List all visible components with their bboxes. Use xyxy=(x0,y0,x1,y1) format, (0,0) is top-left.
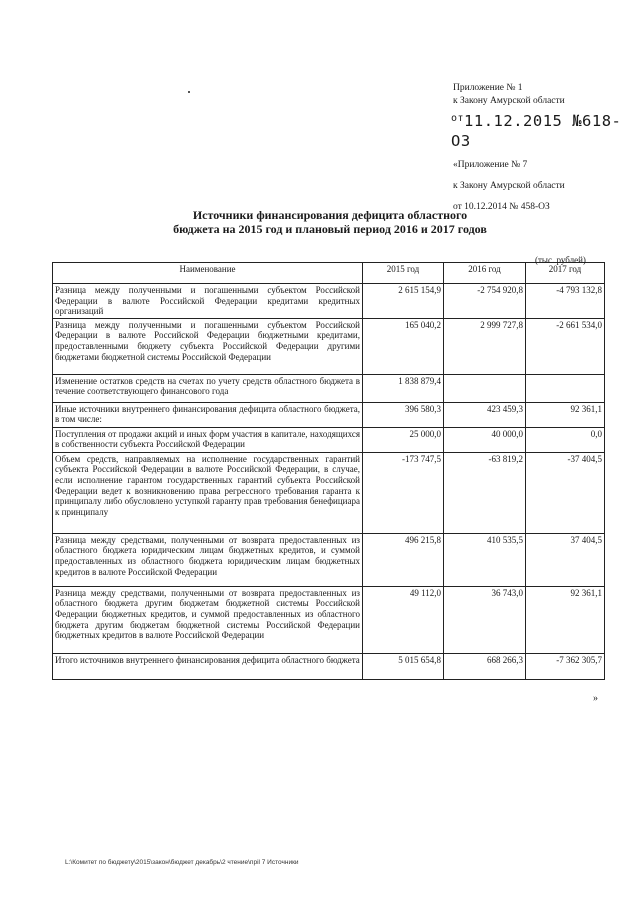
row-2016: 668 266,3 xyxy=(444,653,526,679)
row-2015: 496 215,8 xyxy=(363,533,444,586)
appendix-law-reference: к Закону Амурской области xyxy=(453,96,565,106)
title-line-1: Источники финансирования дефицита областного xyxy=(192,208,468,222)
row-2016: -2 754 920,8 xyxy=(444,284,526,319)
row-2015: 396 580,3 xyxy=(363,402,444,427)
row-2017: 37 404,5 xyxy=(526,533,605,586)
table-row xyxy=(53,452,605,533)
row-2015: 2 615 154,9 xyxy=(363,284,444,319)
row-2016: 2 999 727,8 xyxy=(444,318,526,374)
original-law-reference: к Закону Амурской области xyxy=(453,181,565,191)
row-2015: 1 838 879,4 xyxy=(363,374,444,402)
header-2017: 2017 год xyxy=(526,263,605,284)
row-2017: 0,0 xyxy=(526,427,605,452)
table-header-row xyxy=(53,263,605,284)
financing-sources-table xyxy=(52,262,605,680)
row-2016: -63 819,2 xyxy=(444,452,526,533)
row-2017: -4 793 132,8 xyxy=(526,284,605,319)
table-row xyxy=(53,318,605,374)
header-2015: 2015 год xyxy=(363,263,444,284)
row-name: Изменение остатков средств на счетах по учету средств областного бюджета в течение соответствующего финансового года xyxy=(53,374,363,402)
row-name: Разница между полученными и погашенными субъектом Российской Федерации в валюте Российской Федерации кредитами кредитных организаций xyxy=(53,284,363,319)
row-2015: 5 015 654,8 xyxy=(363,653,444,679)
row-name: Итого источников внутреннего финансирования дефицита областного бюджета xyxy=(53,653,363,679)
table-row xyxy=(53,374,605,402)
row-2016: 40 000,0 xyxy=(444,427,526,452)
table-row xyxy=(53,586,605,653)
row-2016: 423 459,3 xyxy=(444,402,526,427)
table-row-total xyxy=(53,653,605,679)
row-name: Поступления от продажи акций и иных форм участия в капитале, находящихся в собственности субъекта Российской Федерации xyxy=(53,427,363,452)
row-2017: 92 361,1 xyxy=(526,586,605,653)
table-row xyxy=(53,402,605,427)
header-name: Наименование xyxy=(53,263,363,284)
table-row xyxy=(53,284,605,319)
row-2016 xyxy=(444,374,526,402)
row-2017: 92 361,1 xyxy=(526,402,605,427)
row-2016: 410 535,5 xyxy=(444,533,526,586)
stamp-prefix: от xyxy=(451,113,465,124)
row-2017 xyxy=(526,374,605,402)
stamp-text: 11.12.2015 №618-ОЗ xyxy=(451,112,622,150)
row-2015: 25 000,0 xyxy=(363,427,444,452)
row-2015: 165 040,2 xyxy=(363,318,444,374)
row-2017: -7 362 305,7 xyxy=(526,653,605,679)
file-path-footer: L:\Комитет по бюджету\2015\закон\бюджет декабрь\2 чтение\прil 7 Источники xyxy=(65,859,299,866)
row-name: Разница между средствами, полученными от возврата предоставленных из областного бюджета юридическим лицам бюджетных кредитов, и суммой предоставленных из областного бюджета юридическим лицам бюджетных кредитов в валюте Российской Федерации xyxy=(53,533,363,586)
closing-quote: » xyxy=(593,693,598,704)
row-2015: -173 747,5 xyxy=(363,452,444,533)
document-title xyxy=(120,208,540,236)
row-name: Разница между средствами, полученными от возврата предоставленных из областного бюджета другим бюджетам бюджетной системы Российской Федерации бюджетных кредитов, и суммой предоставленных из областного бюджета другим бюджетам бюджетной системы Российской Федерации бюджетных кредитов в валюте Российской Федерации xyxy=(53,586,363,653)
row-name: Разница между полученными и погашенными субъектом Российской Федерации в валюте Российской Федерации бюджетными кредитами, предоставленными бюджету субъекта Российской Федерации другими бюджетами бюджетной системы Российской Федерации xyxy=(53,318,363,374)
table-row xyxy=(53,427,605,452)
original-law-date: от 10.12.2014 № 458-ОЗ xyxy=(453,202,550,212)
row-2015: 49 112,0 xyxy=(363,586,444,653)
appendix-date-stamp xyxy=(451,109,640,151)
row-2016: 36 743,0 xyxy=(444,586,526,653)
appendix-block xyxy=(453,82,640,214)
header-2016: 2016 год xyxy=(444,263,526,284)
units-label: (тыс. рублей) xyxy=(535,255,586,265)
scan-speck xyxy=(188,91,190,93)
table-row xyxy=(53,533,605,586)
row-2017: -2 661 534,0 xyxy=(526,318,605,374)
row-name: Иные источники внутреннего финансирования дефицита областного бюджета, в том числе: xyxy=(53,402,363,427)
title-line-2: бюджета на 2015 год и плановый период 2016 и 2017 годов xyxy=(173,222,487,236)
row-2017: -37 404,5 xyxy=(526,452,605,533)
original-appendix-number: «Приложение № 7 xyxy=(453,160,528,170)
appendix-number: Приложение № 1 xyxy=(453,83,523,93)
row-name: Объем средств, направляемых на исполнение государственных гарантий субъекта Российской Федерации в валюте Российской Федерации, в случае, если исполнение гарантом государственных гарантий субъекта Российской Федерации ведет к возникновению права регрессного требования гаранта к принципалу либо обусловлено уступкой гаранту прав требования бенефициара к принципалу xyxy=(53,452,363,533)
